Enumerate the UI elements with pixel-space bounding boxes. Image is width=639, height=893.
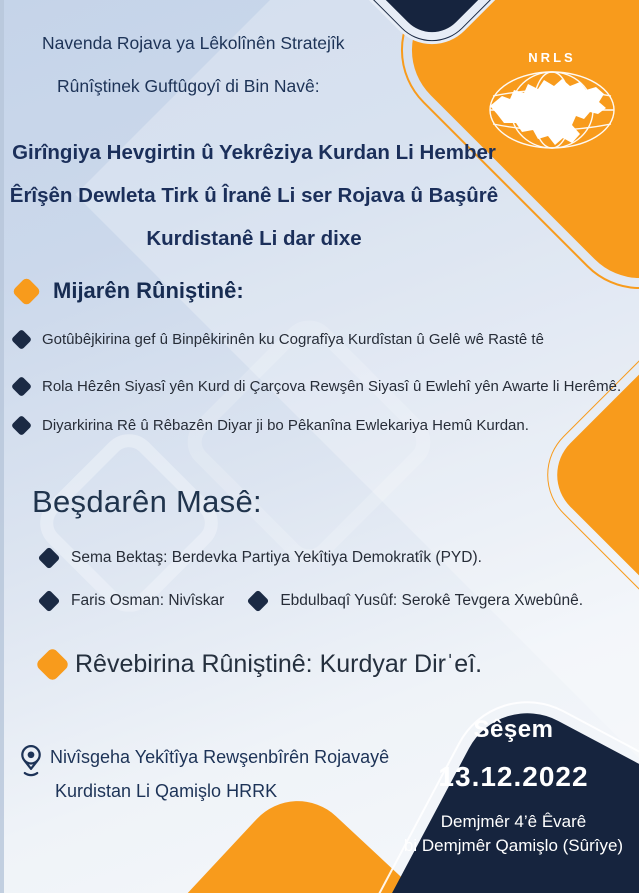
venue-line-2: Kurdistan Li Qamişlo HRRK: [55, 781, 278, 801]
moderation-label: Rêvebirina Rûniştinê: Kurdyar Dirˈeî.: [75, 650, 483, 678]
organization-name: Navenda Rojava ya Lêkolînên Stratejîk: [42, 33, 345, 53]
topic-item: [14, 378, 621, 395]
schedule-time-line-1: Demjmêr 4’ê Êvarê: [440, 812, 587, 831]
schedule-day: Sêşem: [473, 716, 554, 743]
topic-item-label: Gotûbêjkirina gef û Binpêkirinên ku Cografîya Kurdîstan û Gelê wê Rastê tê: [42, 331, 544, 348]
orange-diamond-icon: [12, 276, 42, 306]
schedule-date: 13.12.2022: [438, 761, 589, 792]
participant-label: Faris Osman: Nivîskar: [71, 592, 225, 609]
topic-item: [14, 331, 544, 348]
event-title: [0, 131, 508, 260]
topic-item-label: Rola Hêzên Siyasî yên Kurd di Çarçova Rewşên Siyasî û Ewlehî yên Awarte li Herêmê.: [42, 378, 622, 395]
title-line-1: Girîngiya Hevgirtin û Yekrêziya Kurdan Li Hember: [12, 141, 496, 164]
diamond-bullet-icon: [247, 590, 270, 613]
session-subtitle: Rûnîştinek Guftûgoyî di Bin Navê:: [57, 76, 320, 96]
schedule-block: [388, 700, 639, 856]
title-line-3: Kurdistanê Li dar dixe: [146, 227, 362, 250]
participant-label: Ebdulbaqî Yusûf: Serokê Tevgera Xwebûnê.: [280, 592, 584, 609]
participant-item: [41, 592, 583, 610]
moderation-row: [40, 650, 482, 679]
topic-item: [14, 417, 529, 434]
diamond-bullet-icon: [38, 590, 61, 613]
orange-diamond-icon: [35, 647, 70, 682]
topics-heading-row: [16, 278, 244, 304]
logo-acronym: NRLS: [528, 50, 576, 65]
venue-line-1: Nivîsgeha Yekîtîya Rewşenbîrên Rojavayê: [50, 747, 390, 767]
schedule-time-line-2: bi Demjmêr Qamişlo (Sûrîye): [403, 836, 624, 855]
title-line-2: Êrîşên Dewleta Tirk û Îranê Li ser Rojava û Başûrê: [9, 184, 499, 207]
diamond-bullet-icon: [38, 547, 61, 570]
diamond-bullet-icon: [11, 376, 32, 397]
topics-heading: Mijarên Rûniştinê:: [53, 278, 244, 303]
participants-heading: Beşdarên Masê:: [32, 484, 262, 519]
location-pin-icon: [16, 743, 46, 779]
participant-label: Sema Bektaş: Berdevka Partiya Yekîtiya Demokratîk (PYD).: [71, 549, 482, 566]
diamond-bullet-icon: [11, 415, 32, 436]
topic-item-label: Diyarkirina Rê û Rêbazên Diyar ji bo Pêkanîna Ewlekariya Hemû Kurdan.: [42, 417, 529, 434]
participant-item: [41, 549, 482, 567]
diamond-bullet-icon: [11, 329, 32, 350]
